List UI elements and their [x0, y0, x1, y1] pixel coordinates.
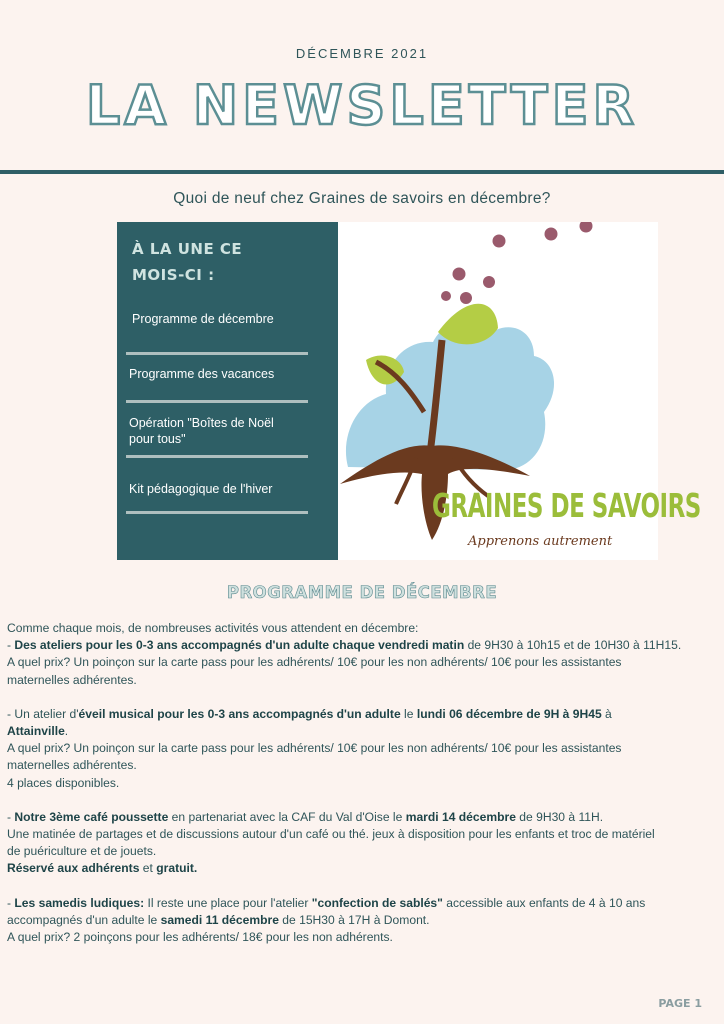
text-run: accompagnés d'un adulte le — [7, 912, 161, 927]
sidebar-item-boites-noel-line2: pour tous" — [129, 432, 186, 446]
intro-line: Quoi de neuf chez Graines de savoirs en décembre? — [173, 190, 551, 207]
text-run-bold: samedi 11 décembre — [160, 912, 279, 927]
issue-date: DÉCEMBRE 2021 — [295, 46, 429, 61]
text-run: à — [601, 706, 612, 721]
body-line — [7, 809, 719, 826]
highlights-heading-line1: À LA UNE CE — [132, 240, 243, 258]
text-run: le — [400, 706, 417, 721]
programme-body — [7, 620, 719, 946]
body-line: 4 places disponibles. — [7, 775, 120, 790]
sidebar-item-programme-vacances[interactable]: Programme des vacances — [129, 367, 275, 381]
highlights-heading — [132, 236, 282, 288]
body-line: A quel prix? Un poinçon sur la carte pass pour les adhérents/ 10€ pour les non adhérents/ 10€ pour les assistantes — [7, 655, 622, 670]
seed-dot — [493, 235, 506, 248]
text-run: accessible aux enfants de 4 à 10 ans — [442, 895, 646, 910]
sidebar-item-boites-noel-line1: Opération "Boîtes de Noël — [129, 416, 274, 430]
paragraph-gap — [7, 878, 719, 895]
text-run: - — [7, 809, 15, 824]
sidebar-divider — [126, 352, 308, 355]
seed-dot — [460, 292, 472, 304]
text-run: Il reste une place pour l'atelier — [144, 895, 312, 910]
text-run: de 15H30 à 17H à Domont. — [278, 912, 430, 927]
newsletter-title: LA NEWSLETTER — [85, 74, 639, 137]
seed-dot — [483, 276, 495, 288]
highlights-panel — [117, 222, 338, 560]
body-line — [7, 912, 719, 929]
text-run-bold: Des ateliers pour les 0-3 ans accompagnés d'un adulte chaque vendredi matin — [14, 638, 465, 653]
text-run: - Un atelier d' — [7, 706, 79, 721]
seed-dot — [453, 268, 466, 281]
text-run: en partenariat avec la CAF du Val d'Oise le — [168, 809, 406, 824]
body-line — [7, 860, 719, 877]
body-line — [7, 895, 719, 912]
text-run: - — [7, 895, 15, 910]
logo-wordmark: GRAINES DE SAVOIRS — [432, 488, 701, 526]
text-run-bold: Attainville — [7, 724, 65, 739]
text-run-bold: éveil musical pour les 0-3 ans accompagnés d'un adulte — [78, 706, 401, 721]
sidebar-divider — [126, 400, 308, 403]
sidebar-divider — [126, 511, 308, 514]
text-run-bold: lundi 06 décembre de 9H à 9H45 — [416, 706, 602, 721]
text-run: . — [64, 724, 69, 739]
section-title: PROGRAMME DE DÉCEMBRE — [226, 583, 498, 602]
paragraph-gap — [7, 792, 719, 809]
header-divider — [0, 170, 724, 174]
seed-dot — [580, 222, 593, 233]
sidebar-item-boites-noel[interactable] — [129, 415, 274, 447]
text-run-bold: "confection de sablés" — [311, 895, 443, 910]
text-run-bold: mardi 14 décembre — [405, 809, 516, 824]
body-line: maternelles adhérentes. — [7, 672, 137, 687]
text-run: de 9H30 à 10h15 et de 10H30 à 11H15. — [464, 638, 682, 653]
text-run: de 9H30 à 11H. — [515, 809, 604, 824]
sidebar-item-kit-hiver[interactable]: Kit pédagogique de l'hiver — [129, 482, 273, 496]
text-run: - — [7, 638, 15, 653]
body-line: A quel prix? Un poinçon sur la carte pass pour les adhérents/ 10€ pour les non adhérents/ 10€ pour les assistantes — [7, 741, 622, 756]
body-line: A quel prix? 2 poinçons pour les adhérents/ 18€ pour les non adhérents. — [7, 930, 393, 945]
seed-dot — [545, 228, 558, 241]
text-run-bold: gratuit. — [156, 861, 198, 876]
body-line: Comme chaque mois, de nombreuses activités vous attendent en décembre: — [7, 621, 419, 635]
sidebar-item-programme-decembre[interactable]: Programme de décembre — [132, 312, 274, 326]
text-run: et — [139, 861, 157, 876]
text-run-bold: Les samedis ludiques: — [14, 895, 145, 910]
body-line: de puériculture et de jouets. — [7, 844, 157, 859]
page-number: PAGE 1 — [658, 997, 702, 1010]
body-line: Une matinée de partages et de discussions autour d'un café ou thé. jeux à disposition pour les enfants et troc de matériel — [7, 827, 655, 842]
graines-de-savoirs-logo — [338, 222, 701, 560]
body-line — [7, 706, 719, 723]
logo-tagline: Apprenons autrement — [468, 534, 613, 549]
text-run-bold: Notre 3ème café poussette — [14, 809, 169, 824]
seed-dot — [441, 291, 451, 301]
highlights-heading-line2: MOIS-CI : — [132, 266, 215, 284]
body-line — [7, 637, 719, 654]
body-line: maternelles adhérentes. — [7, 758, 137, 773]
body-line — [7, 723, 719, 740]
text-run-bold: Réservé aux adhérents — [7, 861, 140, 876]
paragraph-gap — [7, 689, 719, 706]
sidebar-divider — [126, 455, 308, 458]
